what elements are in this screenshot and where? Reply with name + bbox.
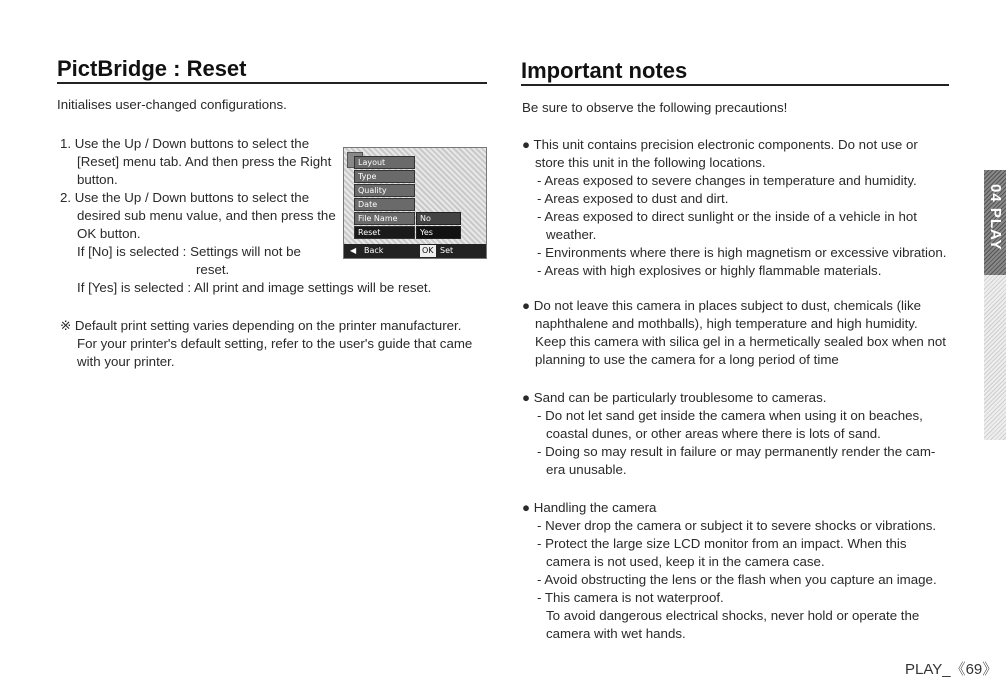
step-line: desired sub menu value, and then press the: [77, 208, 336, 223]
lcd-menu-item: Date: [354, 198, 415, 211]
note-line: - Do not let sand get inside the camera when using it on beaches,: [537, 408, 923, 423]
note-line: - Areas exposed to severe changes in temperature and humidity.: [537, 173, 917, 188]
chapter-tab-label: 04 PLAY: [987, 184, 1004, 251]
note-line: For your printer's default setting, refer to the user's guide that came: [77, 336, 473, 351]
note-line: ※ Default print setting varies depending on the printer manufacturer.: [60, 318, 462, 333]
note-line: ● Handling the camera: [522, 500, 657, 515]
section-title-reset: PictBridge : Reset: [57, 56, 487, 84]
note-line: planning to use the camera for a long period of time: [535, 352, 839, 367]
note-line: - Protect the large size LCD monitor from an impact. When this: [537, 536, 907, 551]
note-line: weather.: [546, 227, 597, 242]
page-number: PLAY_《69》: [905, 661, 998, 678]
note-line: - Environments where there is high magnetism or excessive vibration.: [537, 245, 947, 260]
note-line: - This camera is not waterproof.: [537, 590, 724, 605]
lcd-sub-item: Yes: [416, 226, 461, 239]
note-line: - Areas exposed to dust and dirt.: [537, 191, 729, 206]
intro-text: Initialises user-changed configurations.: [57, 97, 287, 112]
lcd-menu-item: File Name: [354, 212, 415, 225]
note-line: To avoid dangerous electrical shocks, never hold or operate the: [546, 608, 920, 623]
step-line: If [No] is selected : Settings will not be: [77, 244, 301, 259]
lcd-ok-label: OK: [422, 246, 434, 255]
step-line: [Reset] menu tab. And then press the Right: [77, 154, 332, 169]
lcd-menu-item: Type: [354, 170, 415, 183]
note-line: coastal dunes, or other areas where there is lots of sand.: [546, 426, 881, 441]
step-line: button.: [77, 172, 118, 187]
note-line: camera is not used, keep it in the camera case.: [546, 554, 825, 569]
note-line: - Areas with high explosives or highly flammable materials.: [537, 263, 882, 278]
left-arrow-icon: ◀: [350, 246, 357, 255]
lcd-screenshot: [343, 147, 487, 259]
note-line: era unusable.: [546, 462, 627, 477]
note-line: naphthalene and mothballs), high temperature and high humidity.: [535, 316, 918, 331]
lcd-sub-item: No: [416, 212, 461, 225]
step-line: reset.: [196, 262, 230, 277]
note-line: Keep this camera with silica gel in a hermetically sealed box when not: [535, 334, 946, 349]
lcd-set-label: Set: [440, 246, 454, 255]
lcd-menu-item-selected: Reset: [354, 226, 415, 239]
section-title-important: Important notes: [521, 58, 949, 86]
note-line: - Never drop the camera or subject it to severe shocks or vibrations.: [537, 518, 937, 533]
note-line: ● This unit contains precision electronic components. Do not use or: [522, 137, 918, 152]
note-line: ● Sand can be particularly troublesome to cameras.: [522, 390, 827, 405]
note-line: - Avoid obstructing the lens or the flash when you capture an image.: [537, 572, 937, 587]
step-line: OK button.: [77, 226, 141, 241]
step-line: 2. Use the Up / Down buttons to select the: [60, 190, 310, 205]
note-line: camera with wet hands.: [546, 626, 686, 641]
step-line: 1. Use the Up / Down buttons to select the: [60, 136, 310, 151]
step-line: If [Yes] is selected : All print and image settings will be reset.: [77, 280, 432, 295]
lcd-back-label: Back: [364, 246, 384, 255]
note-line: with your printer.: [77, 354, 175, 369]
intro-text: Be sure to observe the following precautions!: [522, 100, 788, 115]
lcd-bottom-bar: [344, 244, 486, 258]
note-line: - Doing so may result in failure or may permanently render the cam-: [537, 444, 936, 459]
lcd-menu-item: Layout: [354, 156, 415, 169]
note-line: - Areas exposed to direct sunlight or the inside of a vehicle in hot: [537, 209, 917, 224]
note-line: ● Do not leave this camera in places subject to dust, chemicals (like: [522, 298, 921, 313]
lcd-menu-item: Quality: [354, 184, 415, 197]
note-line: store this unit in the following locations.: [535, 155, 766, 170]
chapter-side-tab: [984, 170, 1006, 440]
